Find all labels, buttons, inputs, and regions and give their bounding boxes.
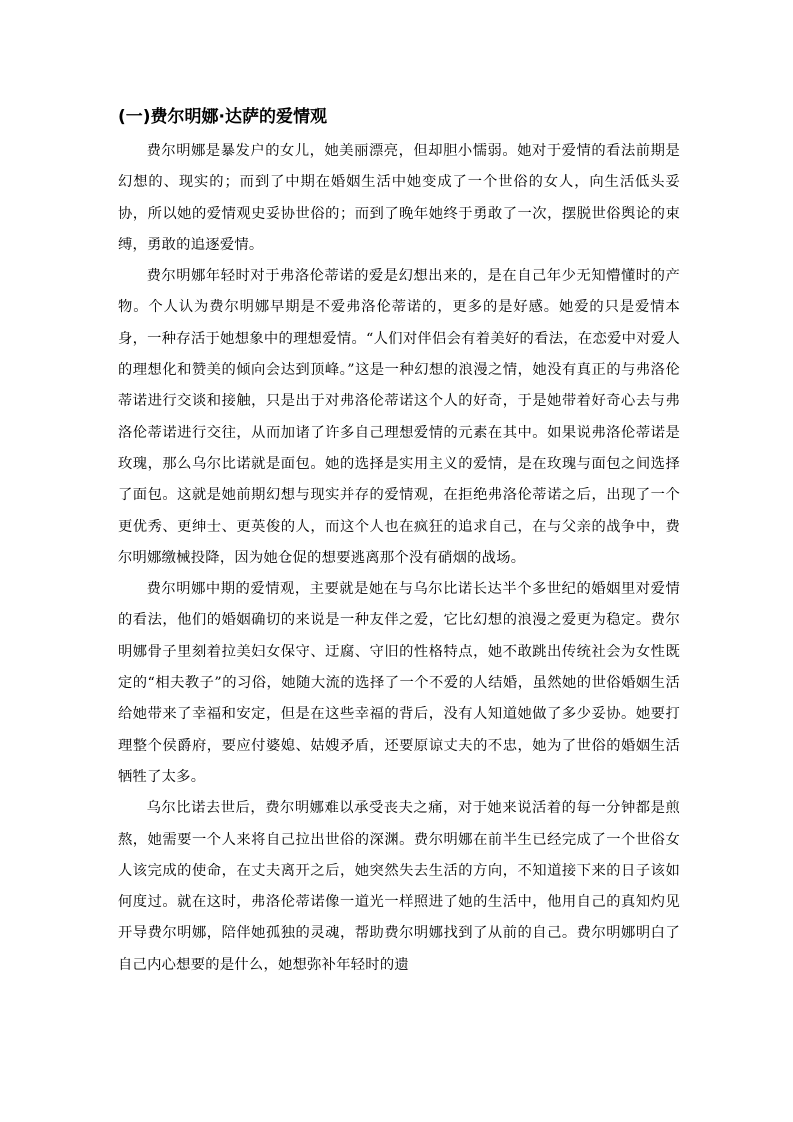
paragraph-2: 费尔明娜年轻时对于弗洛伦蒂诺的爱是幻想出来的，是在自己年少无知懵懂时的产物。个人认为费尔明娜早期是不爱弗洛伦蒂诺的，更多的是好感。她爱的只是爱情本身，一种存活于她想象中的理想爱情。“人们对伴侣会有着美好的看法，在恋爱中对爱人的理想化和赞美的倾向会达到顶峰。”这是一种幻想的浪漫之情，她没有真正的与弗洛伦蒂诺进行交谈和接触，只是出于对弗洛伦蒂诺这个人的好奇，于是她带着好奇心去与弗洛伦蒂诺进行交往，从而加诸了许多自己理想爱情的元素在其中。如果说弗洛伦蒂诺是玫瑰，那么乌尔比诺就是面包。她的选择是实用主义的爱情，是在玫瑰与面包之间选择了面包。这就是她前期幻想与现实并存的爱情观，在拒绝弗洛伦蒂诺之后，出现了一个更优秀、更绅士、更英俊的人，而这个人也在疯狂的追求自己，在与父亲的战争中，费尔明娜缴械投降，因为她仓促的想要逃离那个没有硝烟的战场。 bbox=[118, 268, 680, 566]
paragraph-4: 乌尔比诺去世后，费尔明娜难以承受丧夫之痛，对于她来说活着的每一分钟都是煎熬，她需要一个人来将自己拉出世俗的深渊。费尔明娜在前半生已经完成了一个世俗女人该完成的使命，在丈夫离开之后，她突然失去生活的方向，不知道接下来的日子该如何度过。就在这时，弗洛伦蒂诺像一道光一样照进了她的生活中，他用自己的真知灼见开导费尔明娜，陪伴她孤独的灵魂，帮助费尔明娜找到了从前的自己。费尔明娜明白了自己内心想要的是什么，她想弥补年轻时的遗 bbox=[118, 800, 680, 973]
section-heading: (一)费尔明娜·达萨的爱情观 bbox=[118, 107, 327, 127]
paragraph-1: 费尔明娜是暴发户的女儿，她美丽漂亮，但却胆小懦弱。她对于爱情的看法前期是幻想的、现实的；而到了中期在婚姻生活中她变成了一个世俗的女人，向生活低头妥协，所以她的爱情观史妥协世俗的；而到了晚年她终于勇敢了一次，摆脱世俗舆论的束缚，勇敢的追逐爱情。 bbox=[118, 143, 680, 253]
document-body bbox=[118, 104, 680, 981]
paragraph-3: 费尔明娜中期的爱情观，主要就是她在与乌尔比诺长达半个多世纪的婚姻里对爱情的看法，他们的婚姻确切的来说是一种友伴之爱，它比幻想的浪漫之爱更为稳定。费尔明娜骨子里刻着拉美妇女保守、迂腐、守旧的性格特点，她不敢跳出传统社会为女性既定的“相夫教子”的习俗，她随大流的选择了一个不爱的人结婚，虽然她的世俗婚姻生活给她带来了幸福和安定，但是在这些幸福的背后，没有人知道她做了多少妥协。她要打理整个侯爵府，要应付婆媳、姑嫂矛盾，还要原谅丈夫的不忠，她为了世俗的婚姻生活牺牲了太多。 bbox=[118, 581, 680, 785]
